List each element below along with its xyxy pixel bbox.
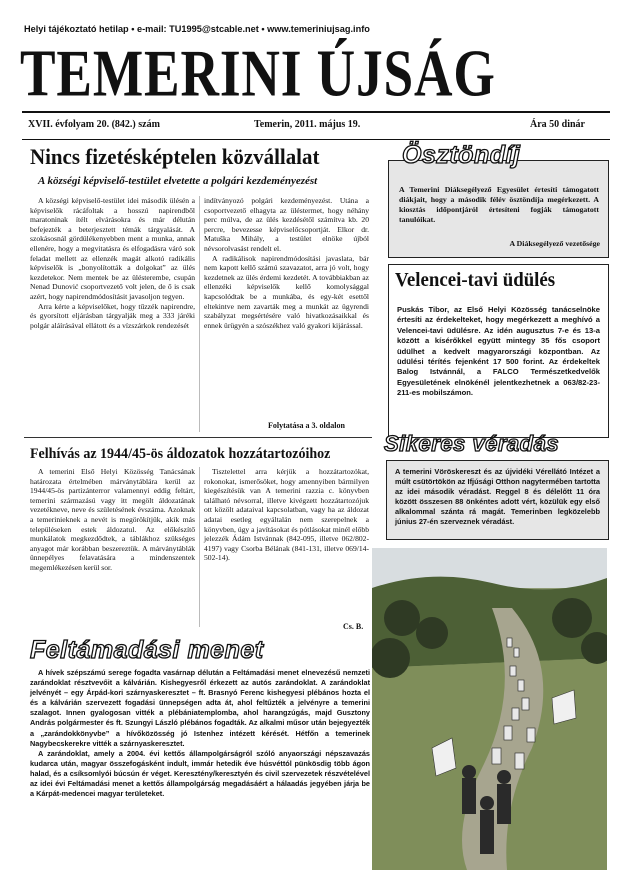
masthead-tagline: Helyi tájékoztató hetilap • e-mail: TU1995@stcable.net • www.temeriniujsag.info: [24, 24, 370, 34]
veradas-title: Sikeres véradás: [384, 431, 560, 456]
article1-column-2: [204, 196, 369, 330]
feltamadasi-paragraph: A zarándoklat, amely a 2004. évi kettős állampolgárságról szóló anyaországi népszavazás kudarca után, magyar összefogásként indult, immár hetedik éve húsvéttól pünkösdig több ágon halad, és a csíksomlyói búcsún ér véget. Keresztény/keresztyén és civil szervezetek részvételével az idei évi Feltámadási menet a kettős állampolgárság megadásáért a hálaadás jegyében járja be a Kárpát-medencei magyar területeket.: [30, 748, 370, 799]
article2-column-rule: [199, 467, 200, 627]
feltamadasi-text: [30, 668, 370, 799]
feltamadasi-paragraph: A hívek szépszámú serege fogadta vasárnap délután a Feltámadási menet elnevezésű nemzeti zarándoklat résztvevőit a kálvárián. Kishegyesről érkezett az autós zarándoklat. A zarándoklat jelvényét – egy Árpád-kori szárnyaskeresztet – ft. Brasnyó Ferenc kishegyesi plébános hozta el és a kálvárián szervezett fogadási ünnepségen adta át, ahol feltűzték a jelvényre a temerini szalagot. Innen gyalogosan vitték a plébániatemplomba, ahol harangzúgás, majd Gusztony András polgármester és ft. Szungyi László plébános fogadták. Az alkalmi műsor után bejegyezték a „zarándokkönyvbe” a hívőközösség jó Istenhez intézett kérését. Hétfőn a temerinek Nagybecskerekre vitték a szárnyaskeresztet.: [30, 668, 370, 748]
article1-col1-paragraph: Arra kérte a képviselőket, hogy tűzzék napirendre, és gyorsított eljárásban tárgyalják meg a 333 járéki polgár aláírásával ellátott és a vízszárkok rendezését: [30, 301, 195, 330]
article2-col2-paragraph: Tisztelettel arra kérjük a hozzátartozókat, rokonokat, ismerősöket, hogy amennyiben bármilyen kiegészítésük van A temerini razzia c. könyvben található névsorral, illetve kivégzett hozzátartozójuk ott közölt adataival kapcsolatban, vagy ha az áldozat adatai esetleg egyáltalán nem szerepelnek a könyvben, úgy a javításokat és pótlásokat minél előbb jelezzék Ádám Istvánnak (842-095, illetve 062/802-4197) vagy Csorba Bélának (841-131, illetve 069/14-502-14).: [204, 467, 369, 563]
article1-col1-paragraph: A községi képviselő-testület idei második ülésén a képviselők rácáfoltak a hosszú napirendből maratoninak ítélt elvárásokra és már délután befejezték a beterjesztett témák tárgyalását. A szokásosnál gördülékenyebben ment a munka, annak ellenére, hogy a megvitatásra és elfogadásra váró sok feladat mellett az ellenzék magát alkotó radikális képviselők is „bonyolították a dolgokat” az ülés kezdetekor. Nem mentek be az ülésterembe, csupán Nenad Dunović csoportvezető volt jelen, de ő is csak azért, hogy napirendmódosításit javasoljon tegyen.: [30, 196, 195, 301]
osztondij-text: A Temerini Diáksegélyező Egyesület értesíti támogatott diákjait, hogy a második félév ösztöndíja megérkezett. A kiosztás időpontjáról értesíteni fogják támogatott tanulóikat.: [399, 185, 599, 225]
issue-date: Temerin, 2011. május 19.: [254, 119, 361, 130]
feltamadasi-title: Feltámadási menet: [30, 636, 264, 664]
veradas-box: [386, 460, 609, 540]
osztondij-box: [388, 160, 609, 258]
article2-col1-paragraph: A temerini Első Helyi Közösség Tanácsának határozata értelmében márványtáblára kerül az 1944/45-ös partizánterror valamennyi eddig feltárt, temerini származású vagy itt megölt áldozatának vezetékneve, neve és születésének évszáma. Azoknak a temerinieknek a nevét is megörökítjük, akik más településeken estek áldozatul. Az előkészítő munkálatok megkezdődtek, a táblákhoz szükséges anyagot már korábban beszereztük. A márványtáblák ünnepélyes felavatására a mindenszentek megemlékezésen kerül sor.: [30, 467, 195, 572]
velencei-text: Puskás Tibor, az Első Helyi Közösség tanácselnöke értesíti az érdekelteket, hogy megérkezett a meghívó a Velencei-tavi üdülésre. Az idén augusztus 7-e és 13-a között a kísérőkkel együtt mintegy 35 fős csoport üdülhet a kedvelt magyarországi központban. Az üdülési térítés fejenként 17 500 forint. Az érdekeltek Balog Istvánnál, a FALCO Természetkedvelők Egyesületének elnökénél jelentkezhetnek a 063/82-23-211-es mobilszámon.: [397, 305, 600, 398]
article2-signature: Cs. B.: [343, 622, 364, 631]
article1-continued: Folytatása a 3. oldalon: [268, 421, 345, 430]
velencei-title: Velencei-tavi üdülés: [395, 269, 556, 291]
veradas-text: A temerini Vöröskereszt és az újvidéki Vérellátó Intézet a múlt csütörtökön az Ifjúsági Otthon nagytermében tartotta az idei második véradást. Reggel 8 és délelőtt 11 óra között összesen 88 önkéntes adott vért, közülük egy első alkalommal szánta rá magát. Temerinben legközelebb június 27-én szerveznek véradást.: [395, 467, 600, 526]
article2-title: Felhívás az 1944/45-ös áldozatok hozzátartozóihoz: [30, 446, 331, 462]
article1-column-1: [30, 196, 195, 330]
article1-col2-paragraph: indítványozó polgári kezdeményezést. Utána a csoportvezető elhagyta az üléstermet, hogy néhány perc múlva, de az ülés kezdésétől számítva kb. 20 percre, bevezesse képviselőcsoportját. Elkor dr. Matuška Mihály, a testület elnöke újból névsorolvasást rendelt el.: [204, 196, 369, 253]
procession-photo: [372, 548, 607, 870]
velencei-box: [388, 264, 609, 438]
article1-col2-paragraph: A radikálisok napirendmódosítási javaslata, bár nem kapott kellő számú szavazatot, arra jó volt, hogy kezdetnek az ülés érdemi kezdetét. A továbbiakban az ellenzéki képviselők kellő komolysággal kapcsolódtak be a munkába, és egy-két esettől eltekintve nem zavarták meg a munkát az ügyrendi szabályzat megsértésére való hivatkozásaikkal és ennek ürügyén a szószékhez való gyakori kijárással.: [204, 253, 369, 330]
osztondij-signature: A Diáksegélyező vezetősége: [509, 239, 600, 248]
article1-title: Nincs fizetésképtelen közvállalat: [30, 144, 320, 169]
article2-column-2: [204, 467, 369, 563]
issue-price: Ára 50 dinár: [530, 119, 585, 130]
masthead-title: TEMERINI ÚJSÁG: [20, 37, 496, 108]
osztondij-title: Ösztöndíj: [402, 141, 521, 169]
issue-number: XVII. évfolyam 20. (842.) szám: [28, 119, 160, 130]
issue-bar: [22, 111, 610, 140]
article1-column-rule: [199, 196, 200, 432]
article-divider: [24, 437, 372, 438]
article2-column-1: [30, 467, 195, 573]
article1-subtitle: A községi képviselő-testület elvetette a polgári kezdeményezést: [38, 175, 318, 187]
procession-photo-image: [372, 548, 607, 870]
masthead-title-wrap: [20, 34, 610, 108]
